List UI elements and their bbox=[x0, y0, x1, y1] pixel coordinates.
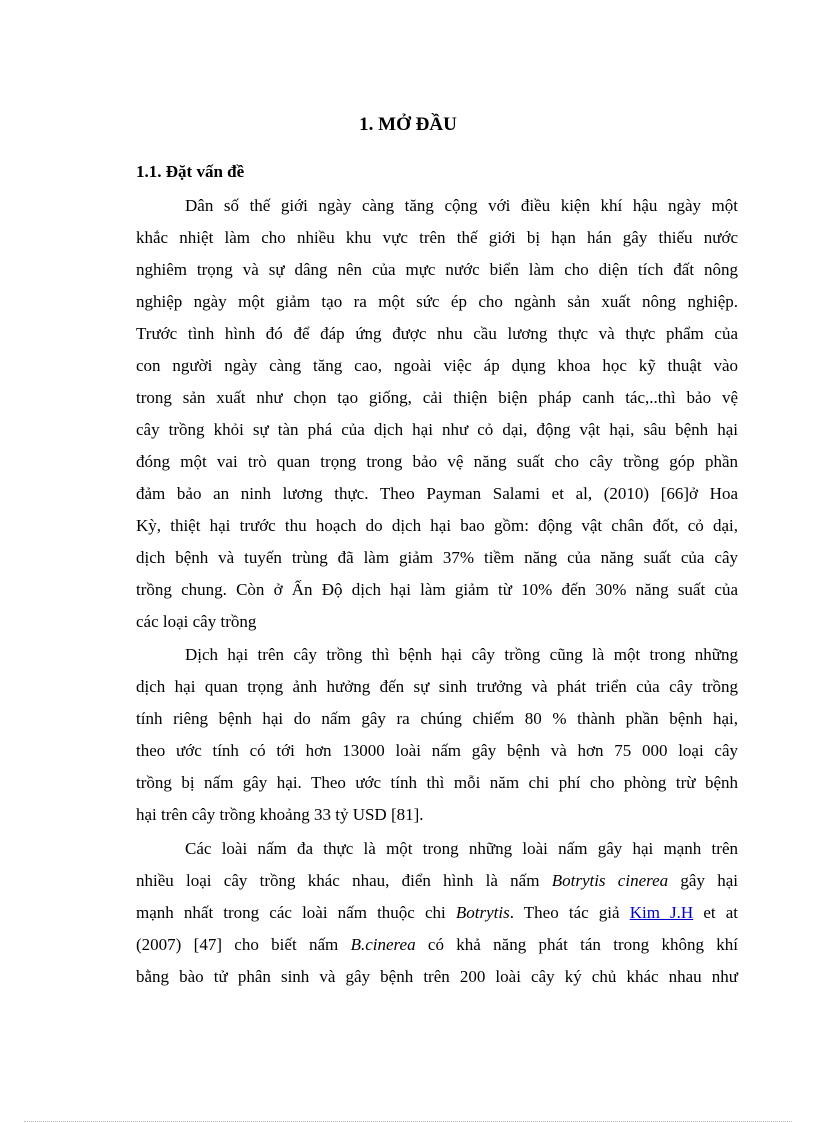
paragraph-line: Kỳ, thiệt hại trước thu hoạch do dịch hại bao gồm: động vật chân đốt, cỏ dại, bbox=[136, 516, 738, 535]
paragraph-line: trồng bị nấm gây hại. Theo ước tính thì mỗi năm chi phí cho phòng trừ bệnh bbox=[136, 773, 738, 792]
text-run: nhiều loại cây trồng khác nhau, điển hình là nấm bbox=[136, 871, 552, 890]
text-run: et at bbox=[693, 903, 738, 922]
text-run: (2007) [47] cho biết nấm bbox=[136, 935, 351, 954]
paragraph-line bbox=[136, 903, 738, 923]
paragraph-line: tính riêng bệnh hại do nấm gây ra chúng chiếm 80 % thành phần bệnh hại, bbox=[136, 709, 738, 728]
chapter-title: 1. MỞ ĐẦU bbox=[359, 114, 457, 135]
paragraph-line: các loại cây trồng bbox=[136, 612, 257, 631]
paragraph-line: khắc nhiệt làm cho nhiều khu vực trên thế giới bị hạn hán gây thiếu nước bbox=[136, 228, 738, 247]
paragraph-line: dịch hại quan trọng ảnh hưởng đến sự sinh trưởng và phát triển của cây trồng bbox=[136, 677, 738, 696]
text-run: có khả năng phát tán trong không khí bbox=[415, 935, 739, 954]
paragraph-line: Dịch hại trên cây trồng thì bệnh hại cây trồng cũng là một trong những bbox=[185, 645, 738, 664]
genus-name: Botrytis bbox=[455, 903, 510, 922]
text-run: mạnh nhất trong các loài nấm thuộc chi bbox=[136, 903, 456, 922]
paragraph-line: cây trồng khỏi sự tàn phá của dịch hại như cỏ dại, động vật hại, sâu bệnh hại bbox=[136, 420, 738, 439]
paragraph-line: Trước tình hình đó để đáp ứng được nhu cầu lương thực và thực phẩm của bbox=[136, 324, 738, 343]
paragraph-line bbox=[136, 935, 738, 955]
paragraph-line: con người ngày càng tăng cao, ngoài việc áp dụng khoa học kỹ thuật vào bbox=[136, 356, 738, 375]
text-run: . Theo tác giả bbox=[509, 903, 630, 922]
paragraph-line: Các loài nấm đa thực là một trong những loài nấm gây hại mạnh trên bbox=[185, 839, 738, 858]
paragraph-line: bằng bào tử phân sinh và gây bệnh trên 200 loài cây ký chủ khác nhau như bbox=[136, 967, 738, 986]
paragraph-line: nghiêm trọng và sự dâng nên của mực nước biển làm cho diện tích đất nông bbox=[136, 260, 738, 279]
author-link[interactable]: Kim J.H bbox=[629, 903, 694, 922]
paragraph-line: đảm bảo an ninh lương thực. Theo Payman Salami et al, (2010) [66]ở Hoa bbox=[136, 484, 738, 503]
section-title: 1.1. Đặt vấn đề bbox=[136, 162, 245, 181]
paragraph-line: Dân số thế giới ngày càng tăng cộng với điều kiện khí hậu ngày một bbox=[185, 196, 738, 215]
paragraph-line: đóng một vai trò quan trọng trong bảo vệ năng suất cho cây trồng góp phần bbox=[136, 452, 738, 471]
paragraph-line: nghiệp ngày một giảm tạo ra một sức ép cho ngành sản xuất nông nghiệp. bbox=[136, 292, 738, 311]
paragraph-line: trong sản xuất như chọn tạo giống, cải thiện biện pháp canh tác,..thì bảo vệ bbox=[136, 388, 738, 407]
paragraph-line: theo ước tính có tới hơn 13000 loài nấm gây bệnh và hơn 75 000 loại cây bbox=[136, 741, 738, 760]
text-run: gây hại bbox=[668, 871, 738, 890]
species-name: Botrytis cinerea bbox=[551, 871, 669, 890]
paragraph-line: hại trên cây trồng khoảng 33 tỷ USD [81]. bbox=[136, 805, 424, 824]
page-bottom-divider bbox=[24, 1121, 792, 1122]
paragraph-line: trồng chung. Còn ở Ấn Độ dịch hại làm giảm từ 10% đến 30% năng suất của bbox=[136, 580, 738, 599]
paragraph-line: dịch bệnh và tuyến trùng đã làm giảm 37% tiềm năng của năng suất của cây bbox=[136, 548, 738, 567]
paragraph-line bbox=[136, 871, 738, 891]
species-name: B.cinerea bbox=[350, 935, 416, 954]
